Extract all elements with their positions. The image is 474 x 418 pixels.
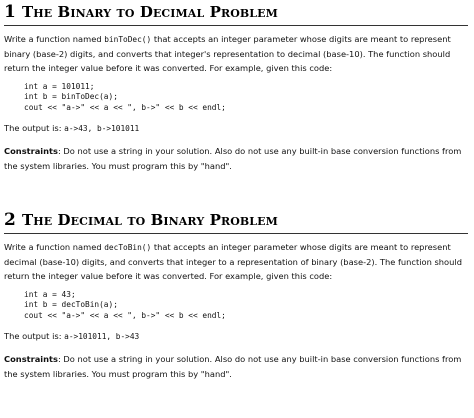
code-line: int b = binToDec(a); (24, 92, 118, 102)
code-line: cout << "a->" << a << ", b->" << b << endl; (24, 102, 226, 112)
constraints-paragraph (4, 144, 468, 172)
code-line: int a = 101011; (24, 81, 95, 91)
output-label: The output is: (4, 331, 65, 342)
description-text: that accepts an integer parameter whose digits are meant to represent decimal (base-10) digits, and converts that integer to a representation of binary (base-2). The function should return the integer value before it was converted. For example, given this code: (4, 242, 462, 282)
description-text: that accepts an integer parameter whose digits are meant to represent binary (base-2) digits, and converts that integer's representation to decimal (base-10). The function should return the integer value before it was converted. For example, given this code: (4, 34, 451, 74)
section-number: 1 (4, 2, 16, 22)
function-name: decToBin() (104, 243, 152, 252)
heading-rule (4, 233, 468, 234)
output-line (4, 329, 468, 344)
description-text: Write a function named (4, 34, 105, 44)
section-decimal-to-binary (4, 210, 468, 381)
section-binary-to-decimal (4, 2, 468, 173)
description-text: Write a function named (4, 242, 105, 252)
constraints-text: : Do not use a string in your solution. Also do not use any built-in base conversion functions from the system libraries. You must program this by "hand". (4, 354, 462, 379)
constraints-label: Constraints (4, 354, 58, 365)
code-example (24, 290, 468, 322)
output-label: The output is: (4, 123, 65, 134)
constraints-label: Constraints (4, 146, 58, 157)
section-heading (4, 210, 468, 232)
section-title: The Binary to Decimal Problem (22, 3, 278, 21)
section-heading (4, 2, 468, 24)
constraints-text: : Do not use a string in your solution. Also do not use any built-in base conversion functions from the system libraries. You must program this by "hand". (4, 146, 462, 171)
output-value: a->101011, b->43 (64, 332, 140, 342)
heading-rule (4, 25, 468, 26)
problem-description (4, 240, 468, 284)
output-value: a->43, b->101011 (64, 124, 140, 134)
output-line (4, 121, 468, 136)
constraints-paragraph (4, 352, 468, 380)
section-number: 2 (4, 210, 16, 230)
function-name: binToDec() (104, 35, 152, 44)
code-line: int a = 43; (24, 289, 76, 299)
section-title: The Decimal to Binary Problem (22, 211, 278, 229)
code-line: cout << "a->" << a << ", b->" << b << endl; (24, 310, 226, 320)
code-example (24, 82, 468, 114)
problem-description (4, 32, 468, 76)
code-line: int b = decToBin(a); (24, 300, 118, 310)
